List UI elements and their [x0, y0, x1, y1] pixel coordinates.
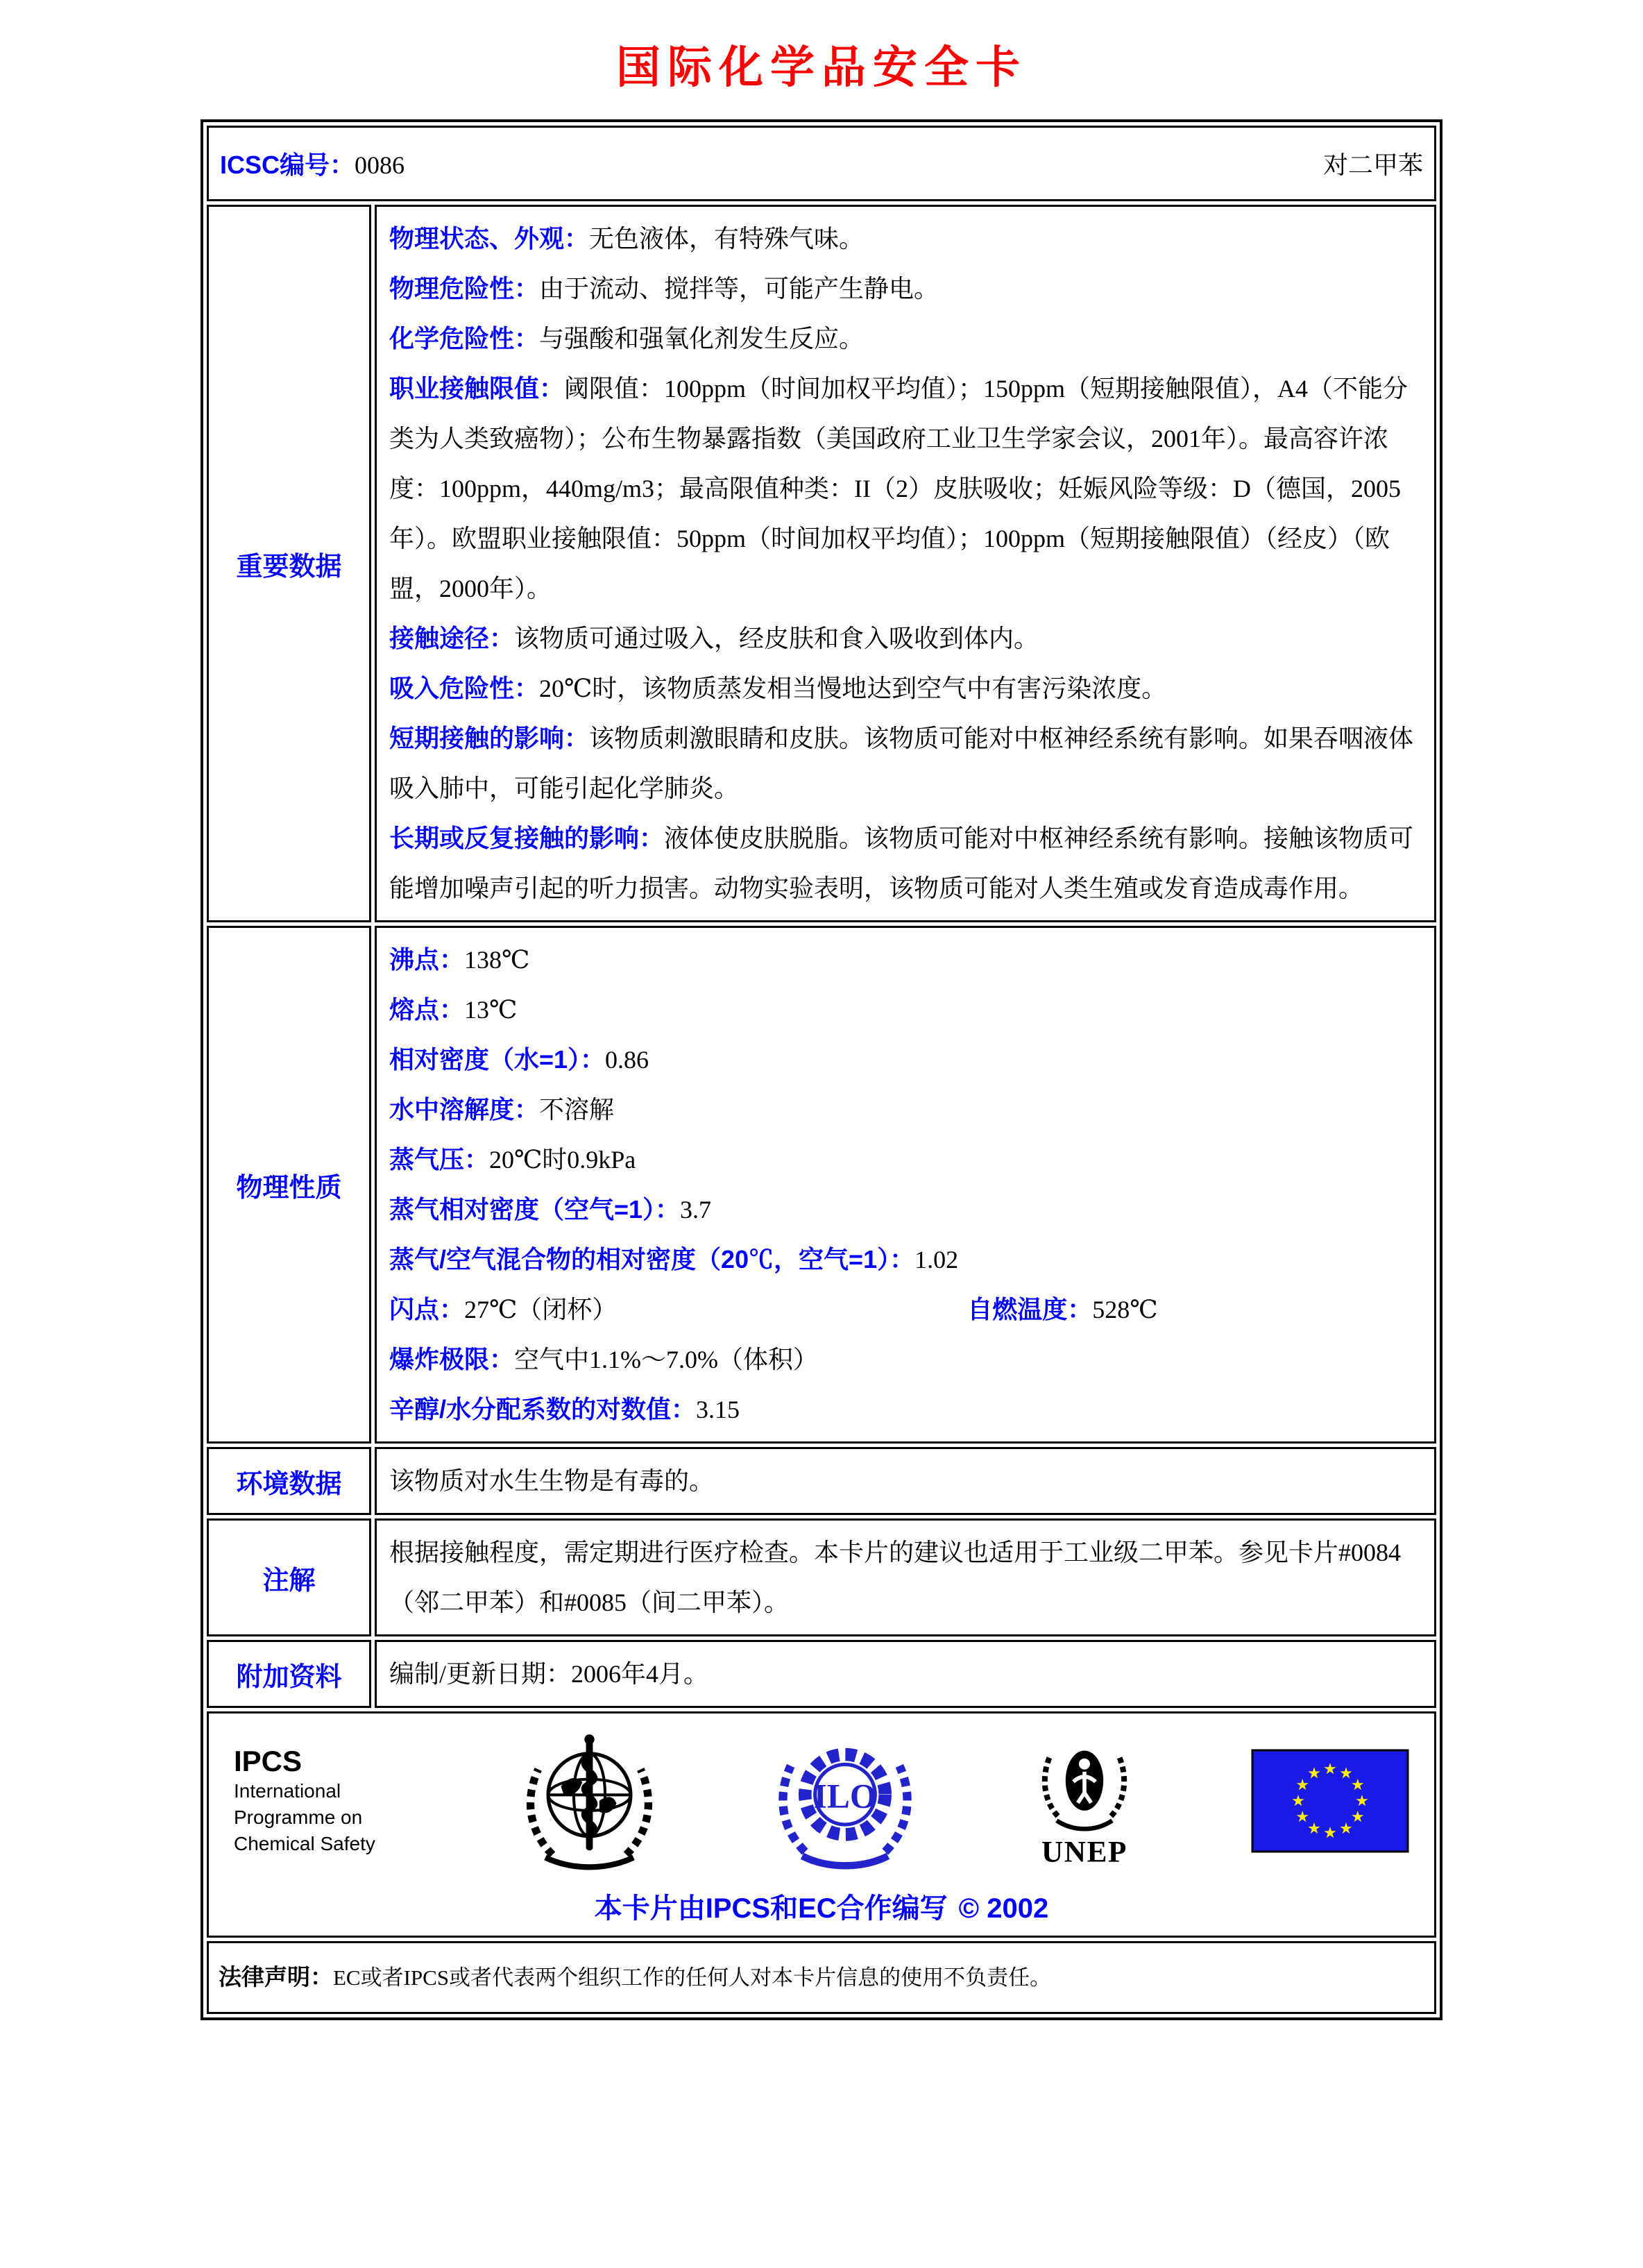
field-value: 液体使皮肤脱脂。该物质可能对中枢神经系统有影响。接触该物质可能增加噪声引起的听力损害。动物实验表明，该物质可能对人类生殖或发育造成毒作用。 — [389, 824, 1414, 902]
field-value: 该物质可通过吸入，经皮肤和食入吸收到体内。 — [514, 625, 1039, 652]
legal-notice — [207, 1941, 1436, 2014]
field-row — [389, 1385, 1422, 1435]
legal-notice-text: EC或者IPCS或者代表两个组织工作的任何人对本卡片信息的使用不负责任。 — [333, 1965, 1052, 1990]
field-row-dual — [389, 1285, 1422, 1335]
notes-content: 根据接触程度，需定期进行医疗检查。本卡片的建议也适用于工业级二甲苯。参见卡片#0084（邻二甲苯）和#0085（间二甲苯）。 — [375, 1518, 1436, 1636]
ipcs-acronym: IPCS — [234, 1744, 303, 1777]
field-row — [389, 985, 1422, 1035]
field-row — [389, 613, 1422, 663]
header-row — [207, 126, 1436, 201]
section-important-data — [207, 205, 1436, 922]
environmental-data-label: 环境数据 — [207, 1447, 371, 1515]
field-row — [389, 1135, 1422, 1185]
field-key: 闪点： — [389, 1295, 465, 1323]
important-data-content — [375, 205, 1436, 922]
icsc-number-label: ICSC编号： — [220, 151, 355, 179]
field-value: 20℃时0.9kPa — [489, 1146, 636, 1174]
field-key: 爆炸极限： — [389, 1345, 515, 1373]
ipcs-text-block — [234, 1745, 407, 1857]
field-value: 13℃ — [464, 996, 518, 1024]
logo-strip — [224, 1726, 1419, 1875]
field-row — [389, 1335, 1422, 1385]
field-key: 自燃温度： — [967, 1295, 1093, 1323]
field-key: 蒸气压： — [389, 1145, 490, 1174]
ipcs-line: International — [234, 1779, 341, 1802]
section-physical-properties — [207, 926, 1436, 1444]
autoignition-field — [967, 1285, 1422, 1335]
cooperation-caption — [224, 1886, 1419, 1926]
physical-properties-label: 物理性质 — [207, 926, 371, 1444]
field-value: 528℃ — [1092, 1296, 1158, 1323]
flash-point-field — [389, 1285, 967, 1335]
ipcs-line: Chemical Safety — [234, 1832, 375, 1854]
field-value: 空气中1.1%～7.0%（体积） — [514, 1346, 818, 1373]
field-value: 3.7 — [680, 1196, 712, 1224]
legal-row — [207, 1941, 1436, 2014]
logos-row — [207, 1711, 1436, 1938]
field-key: 水中溶解度： — [389, 1095, 540, 1124]
logos-cell — [207, 1711, 1436, 1938]
field-value: 3.15 — [696, 1396, 740, 1423]
field-key: 职业接触限值： — [389, 374, 565, 403]
field-value: 阈限值：100ppm（时间加权平均值）；150ppm（短期接触限值），A4（不能分类为人类致癌物）；公布生物暴露指数（美国政府工业卫生学家会议，2001年）。最高容许浓度：100ppm，440mg/m3；最高限值种类：II（2）皮肤吸收；妊娠风险等级：D（德国，2005年）。欧盟职业接触限值：50ppm（时间加权平均值）；100ppm（短期接触限值）（经皮）（欧盟，2000年）。 — [389, 375, 1408, 602]
field-key: 物理危险性： — [389, 274, 540, 303]
field-row — [389, 214, 1422, 264]
section-notes — [207, 1518, 1436, 1636]
field-row — [389, 663, 1422, 713]
icsc-number-value: 0086 — [355, 151, 405, 179]
caption-text: 本卡片由IPCS和EC合作编写 — [594, 1893, 948, 1924]
field-value: 该物质刺激眼睛和皮肤。该物质可能对中枢神经系统有影响。如果吞咽液体吸入肺中，可能引起化学肺炎。 — [389, 725, 1414, 802]
field-row — [389, 1185, 1422, 1235]
eu-flag-icon — [1251, 1749, 1409, 1853]
who-logo-icon — [518, 1729, 661, 1872]
unep-logo-icon — [1029, 1726, 1140, 1875]
section-environmental-data — [207, 1447, 1436, 1515]
additional-info-label: 附加资料 — [207, 1640, 371, 1708]
field-value: 27℃（闭杯） — [464, 1296, 618, 1323]
field-row — [389, 314, 1422, 364]
field-key: 蒸气/空气混合物的相对密度（20℃，空气=1）： — [389, 1245, 915, 1273]
ilo-logo-text: ILO — [813, 1776, 876, 1815]
field-row — [389, 713, 1422, 813]
copyright-text: © 2002 — [958, 1893, 1049, 1924]
header-cell — [207, 126, 1436, 201]
chemical-name: 对二甲苯 — [1322, 151, 1423, 179]
field-row — [389, 364, 1422, 613]
field-key: 物理状态、外观： — [389, 224, 590, 253]
unep-logo-text: UNEP — [1041, 1836, 1127, 1869]
icsc-number-field — [220, 146, 405, 181]
field-key: 短期接触的影响： — [389, 724, 590, 752]
field-key: 熔点： — [389, 995, 465, 1024]
field-row — [389, 264, 1422, 314]
field-value: 与强酸和强氧化剂发生反应。 — [539, 325, 865, 353]
field-key: 蒸气相对密度（空气=1）： — [389, 1195, 681, 1224]
field-value: 138℃ — [464, 946, 530, 974]
field-key: 辛醇/水分配系数的对数值： — [389, 1395, 697, 1423]
field-value: 1.02 — [914, 1246, 959, 1273]
section-additional-info — [207, 1640, 1436, 1708]
field-row — [389, 935, 1422, 985]
important-data-label: 重要数据 — [207, 205, 371, 922]
notes-label: 注解 — [207, 1518, 371, 1636]
ilo-logo-icon — [772, 1732, 918, 1870]
field-value: 0.86 — [605, 1046, 649, 1074]
environmental-data-content: 该物质对水生生物是有毒的。 — [375, 1447, 1436, 1515]
field-key: 相对密度（水=1）： — [389, 1045, 606, 1074]
field-key: 沸点： — [389, 945, 465, 974]
field-row — [389, 1235, 1422, 1285]
legal-notice-label: 法律声明： — [219, 1964, 333, 1990]
icsc-card — [201, 119, 1442, 2020]
field-row — [389, 1085, 1422, 1135]
field-value: 20℃时，该物质蒸发相当慢地达到空气中有害污染浓度。 — [539, 675, 1167, 702]
field-row — [389, 1035, 1422, 1085]
physical-properties-content — [375, 926, 1436, 1444]
ipcs-line: Programme on — [234, 1806, 363, 1828]
page-title: 国际化学品安全卡 — [616, 42, 1027, 92]
additional-info-content: 编制/更新日期：2006年4月。 — [375, 1640, 1436, 1708]
field-key: 接触途径： — [389, 624, 515, 652]
field-key: 化学危险性： — [389, 324, 540, 353]
field-value: 无色液体，有特殊气味。 — [589, 225, 865, 253]
field-key: 吸入危险性： — [389, 674, 540, 702]
field-row — [389, 813, 1422, 913]
field-key: 长期或反复接触的影响： — [389, 824, 665, 852]
field-value: 不溶解 — [539, 1096, 615, 1124]
field-value: 由于流动、搅拌等，可能产生静电。 — [539, 275, 939, 303]
